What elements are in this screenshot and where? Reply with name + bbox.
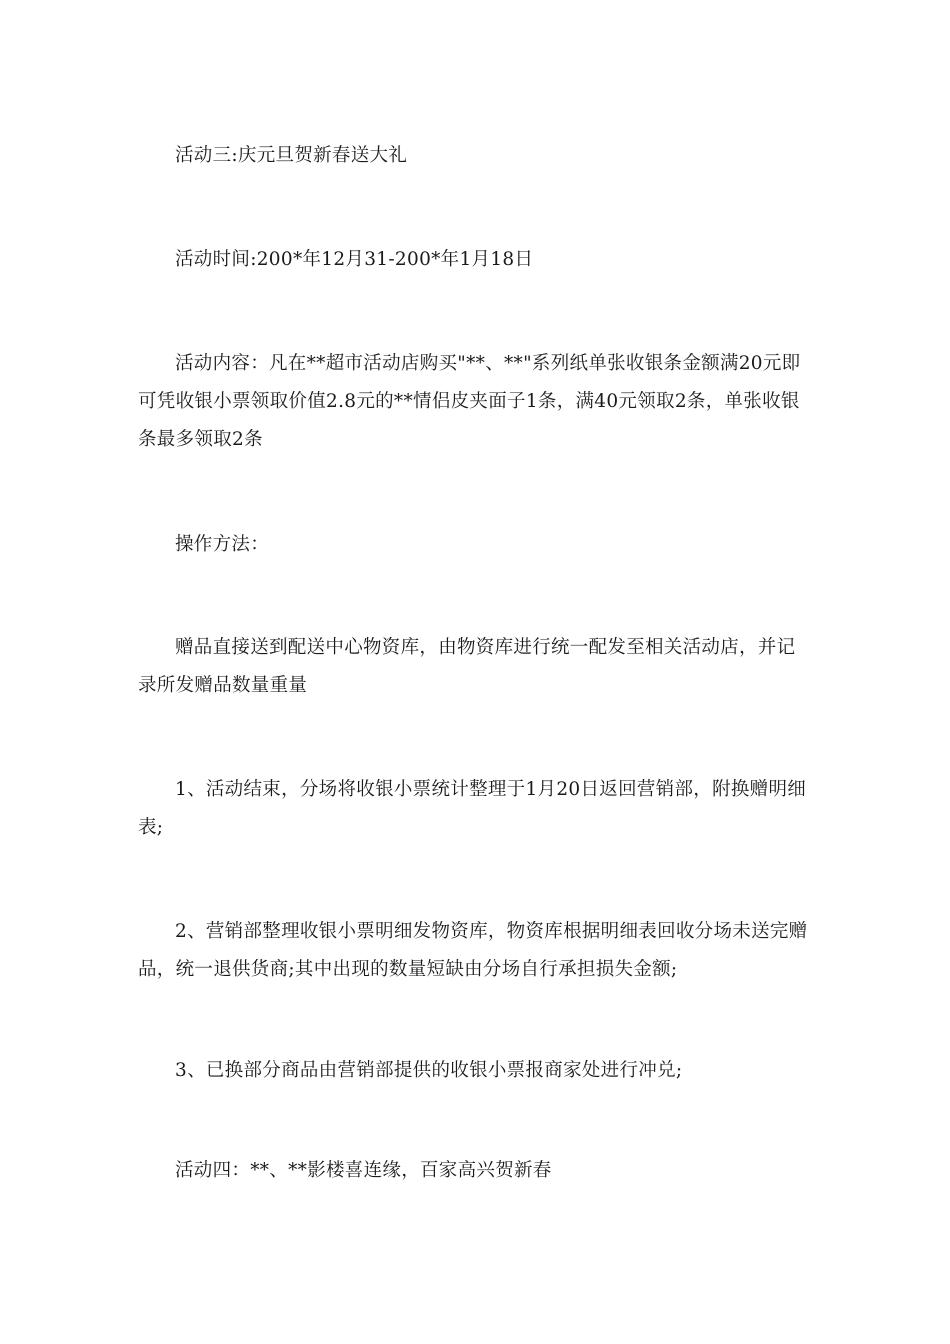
operation-method-heading: 操作方法： [175,533,270,555]
activity-content-paragraph: 活动内容：凡在**超市活动店购买"**、**"系列纸单张收银条金额满20元即可凭收银小票领取价值2.8元的**情侣皮夹面子1条，满40元领取2条，单张收银条最多领取2条 [138,352,801,450]
gift-delivery-paragraph: 赠品直接送到配送中心物资库，由物资库进行统一配发至相关活动店，并记录所发赠品数量重量 [138,636,796,696]
activity-four-heading: 活动四：**、**影楼喜连缘，百家高兴贺新春 [175,1159,552,1181]
activity-three-heading: 活动三:庆元旦贺新春送大礼 [175,144,408,166]
step-two-paragraph: 2、营销部整理收银小票明细发物资库，物资库根据明细表回收分场未送完赠品，统一退供货商;其中出现的数量短缺由分场自行承担损失金额; [138,920,808,980]
step-one-paragraph: 1、活动结束，分场将收银小票统计整理于1月20日返回营销部，附换赠明细表; [138,778,807,838]
step-three-paragraph: 3、已换部分商品由营销部提供的收银小票报商家处进行冲兑; [175,1059,683,1081]
activity-time-paragraph: 活动时间:200*年12月31-200*年1月18日 [175,248,534,270]
